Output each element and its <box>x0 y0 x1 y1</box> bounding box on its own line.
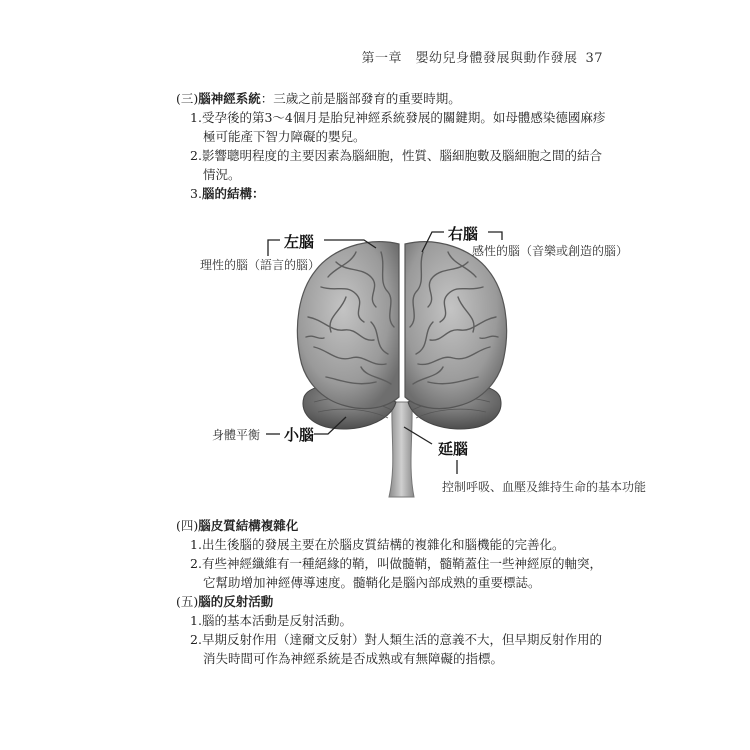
section-title: 腦皮質結構複雜化 <box>198 518 299 533</box>
section-cortex-complexity <box>176 516 636 592</box>
running-header <box>361 47 603 66</box>
item-text-cont: 消失時間可作為神經系統是否成熟或有無障礙的指標。 <box>203 651 504 666</box>
list-item <box>190 146 636 184</box>
right-hemisphere <box>405 242 507 409</box>
cerebellum-desc: 身體平衡 <box>212 428 261 442</box>
item-text-cont: 情況。 <box>203 167 241 182</box>
section-brain-nervous-system <box>176 89 636 203</box>
item-text: 腦的基本活動是反射活動。 <box>201 613 352 628</box>
page-number: 37 <box>585 51 603 66</box>
section-title: 腦神經系統 <box>198 91 261 106</box>
chapter-title: 第一章 嬰幼兒身體發展與動作發展 <box>361 51 578 66</box>
item-number: 1. <box>190 537 202 552</box>
section-number: (五) <box>176 594 199 609</box>
item-number: 1. <box>190 613 202 628</box>
section-brain-reflex <box>176 592 636 668</box>
left-brain-title: 左腦 <box>284 233 315 251</box>
section-number: (三) <box>176 91 199 106</box>
item-text: 出生後腦的發展主要在於腦皮質結構的複雜化和腦機能的完善化。 <box>201 537 565 552</box>
list-item <box>190 184 636 203</box>
item-text: 有些神經纖維有一種絕緣的鞘，叫做髓鞘，髓鞘蓋住一些神經原的軸突， <box>201 556 602 571</box>
left-brain-desc: 理性的腦（語言的腦） <box>200 258 321 272</box>
medulla-desc: 控制呼吸、血壓及維持生命的基本功能 <box>442 480 647 494</box>
right-brain-desc: 感性的腦（音樂或創造的腦） <box>472 244 629 258</box>
list-item <box>190 630 636 668</box>
item-text: 影響聰明程度的主要因素為腦細胞，性質、腦細胞數及腦細胞之間的結合 <box>201 148 602 163</box>
item-text-cont: 極可能產下智力障礙的嬰兒。 <box>203 129 366 144</box>
section-subtitle: ：三歲之前是腦部發育的重要時期。 <box>260 91 461 106</box>
item-number: 2. <box>190 632 202 647</box>
list-item <box>190 611 636 630</box>
section-heading <box>176 592 636 611</box>
medulla-title: 延腦 <box>438 440 469 458</box>
section-heading <box>176 89 636 108</box>
section-heading <box>176 516 636 535</box>
item-number: 1. <box>190 110 202 125</box>
item-text-cont: 它幫助增加神經傳導速度。髓鞘化是腦內部成熟的重要標誌。 <box>203 575 541 590</box>
item-number: 3. <box>190 186 202 201</box>
item-number: 2. <box>190 556 202 571</box>
section-title: 腦的反射活動 <box>198 594 274 609</box>
right-brain-title: 右腦 <box>448 225 479 243</box>
list-item <box>190 554 636 592</box>
list-item <box>190 535 636 554</box>
section-number: (四) <box>176 518 199 533</box>
item-text: 早期反射作用（達爾文反射）對人類生活的意義不大，但早期反射作用的 <box>201 632 602 647</box>
cerebellum-title: 小腦 <box>284 426 315 444</box>
item-text: 受孕後的第3～4個月是胎兒神經系統發展的關鍵期。如母體感染德國麻疹 <box>201 110 606 125</box>
item-number: 2. <box>190 148 202 163</box>
medulla-stem <box>389 402 414 497</box>
brain-figure <box>196 222 646 512</box>
item-text: 腦的結構： <box>201 186 265 201</box>
list-item <box>190 108 636 146</box>
